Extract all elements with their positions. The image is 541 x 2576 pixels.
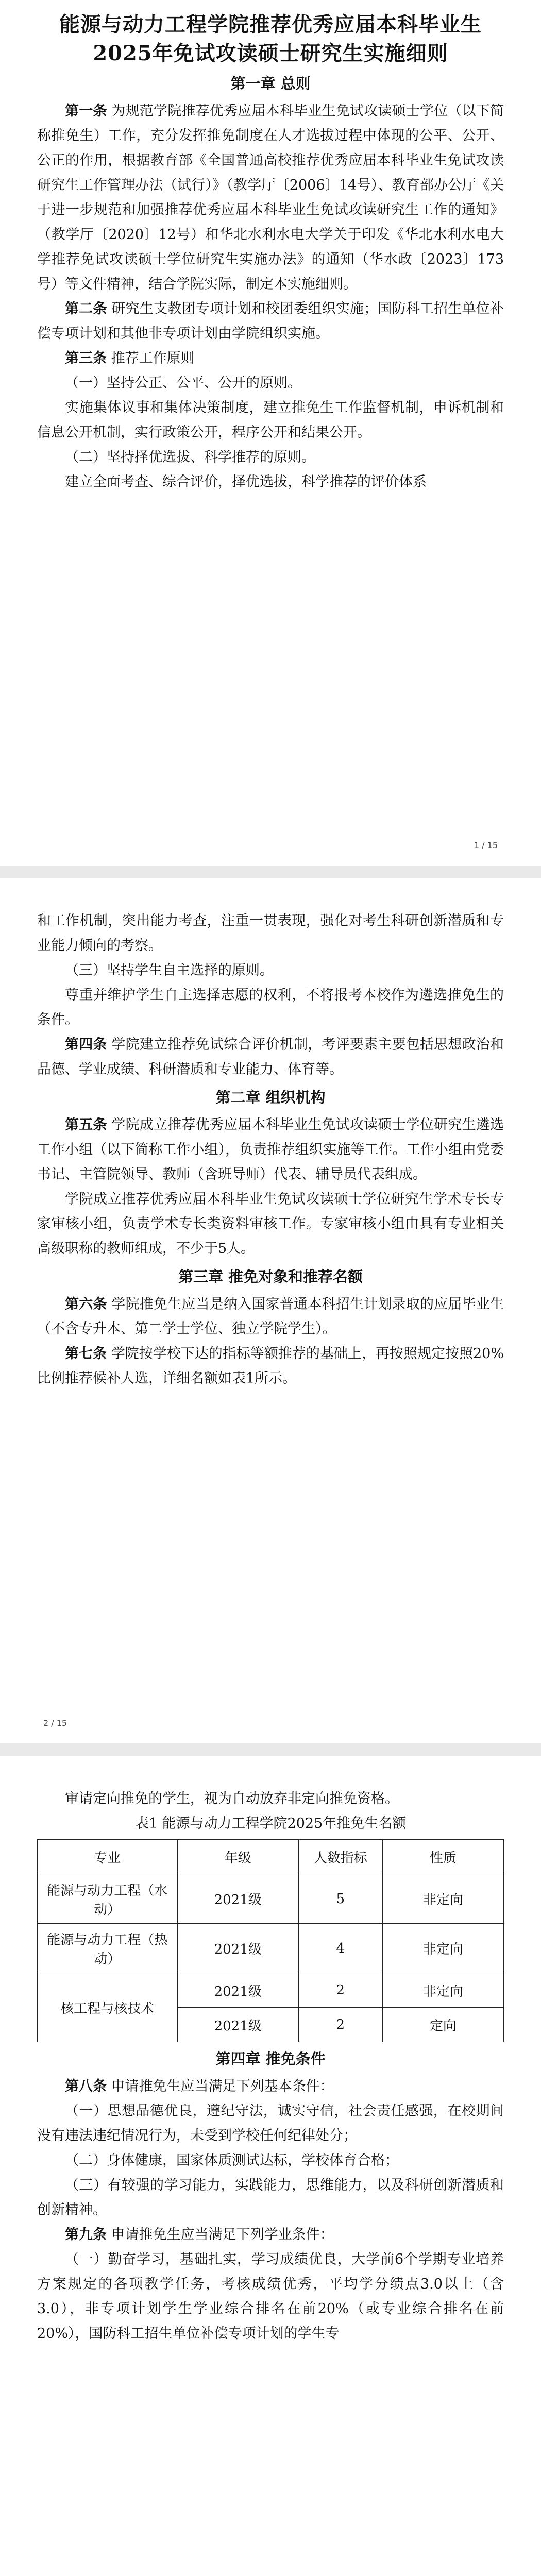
article-3: [37, 346, 504, 371]
article-3-item-2-detail: 建立全面考查、综合评价，择优选拔，科学推荐的评价体系: [65, 474, 427, 490]
document-page-3: [0, 1756, 541, 2576]
article-label: 第二条: [65, 301, 107, 317]
table-header-cell: 专业: [38, 1840, 178, 1874]
table-cell-count: 5: [298, 1874, 382, 1924]
table-header-cell: 年级: [177, 1840, 298, 1874]
table-caption: 表1 能源与动力工程学院2025年推免生名额: [134, 1816, 407, 1832]
article-4: [37, 1032, 504, 1082]
article-label: 第一条: [65, 103, 107, 119]
page-number: 2 / 15: [43, 1718, 67, 1728]
article-8-item-2: （二）身体健康，国家体质测试达标，学校体育合格；: [65, 2153, 399, 2168]
chapter-1-heading: 第一章 总则: [230, 75, 311, 92]
table-cell-grade: 2021级: [177, 1924, 298, 1973]
document-page-2: [0, 878, 541, 1743]
table-cell-nature: 非定向: [382, 1924, 503, 1973]
quota-table: [37, 1839, 504, 2042]
table-cell-count: 4: [298, 1924, 382, 1973]
continued-text: 和工作机制，突出能力考查，注重一贯表现，强化对考生科研创新潜质和专业能力倾向的考察。: [37, 913, 504, 954]
table-cell-major: 能源与动力工程（热动）: [38, 1924, 178, 1973]
article-3-item-3: （三）坚持学生自主选择的原则。: [65, 962, 274, 978]
article-8: [37, 2074, 504, 2099]
article-5-detail: 学院成立推荐优秀应届本科毕业生免试攻读硕士学位研究生学术专长专家审核小组，负责学术专长类资料审核工作。专家审核小组由具有专业相关高级职称的教师组成，不少于5人。: [37, 1191, 504, 1257]
chapter-3-heading: 第三章 推免对象和推荐名额: [178, 1268, 363, 1285]
article-label: 第七条: [65, 1346, 107, 1362]
table-cell-major: 核工程与核技术: [38, 1973, 178, 2042]
table-cell-count: 2: [298, 2008, 382, 2042]
document-page-1: [0, 0, 541, 866]
article-text: 学院建立推荐免试综合评价机制，考评要素主要包括思想政治和品德、学业成绩、科研潜质和专业能力、体育等。: [37, 1037, 504, 1077]
table-cell-nature: 非定向: [382, 1973, 503, 2008]
chapter-2-heading: 第二章 组织机构: [215, 1089, 326, 1106]
continued-text: 审请定向推免的学生，视为自动放弃非定向推免资格。: [65, 1791, 399, 1807]
article-text: 推荐工作原则: [111, 350, 195, 366]
table-header-row: [38, 1840, 504, 1874]
article-text: 学院成立推荐优秀应届本科毕业生免试攻读硕士学位研究生遴选工作小组（以下简称工作小组），负责推荐组织实施等工作。工作小组由党委书记、主管院领导、教师（含班导师）代表、辅导员代表组成。: [37, 1117, 504, 1182]
table-header-cell: 人数指标: [298, 1840, 382, 1874]
article-label: 第八条: [65, 2078, 107, 2094]
article-text: 研究生支教团专项计划和校团委组织实施；国防科工招生单位补偿专项计划和其他非专项计划由学院组织实施。: [37, 301, 504, 342]
document-title-line2: 2025年免试攻读硕士研究生实施细则: [93, 41, 448, 65]
article-label: 第九条: [65, 2227, 107, 2243]
table-cell-nature: 非定向: [382, 1874, 503, 1924]
article-label: 第三条: [65, 350, 107, 366]
article-3-item-1: （一）坚持公正、公平、公开的原则。: [65, 375, 301, 391]
page-content: [37, 10, 504, 495]
article-8-item-3: （三）有较强的学习能力，实践能力，思维能力，以及科研创新潜质和创新精神。: [37, 2177, 504, 2218]
article-7: [37, 1342, 504, 1391]
article-9: [37, 2223, 504, 2247]
table-cell-major: 能源与动力工程（水动）: [38, 1874, 178, 1924]
article-text: 学院推免生应当是纳入国家普通本科招生计划录取的应届毕业生（不含专升本、第二学士学位、独立学院学生）。: [37, 1296, 504, 1337]
article-label: 第六条: [65, 1296, 107, 1312]
article-6: [37, 1292, 504, 1342]
page-content: [37, 1787, 504, 2346]
table-cell-grade: 2021级: [177, 2008, 298, 2042]
article-1: [37, 99, 504, 297]
article-3-item-2: （二）坚持择优选拔、科学推荐的原则。: [65, 449, 315, 465]
table-cell-count: 2: [298, 1973, 382, 2008]
document-title-line1: 能源与动力工程学院推荐优秀应届本科毕业生: [59, 12, 482, 37]
page-number: 1 / 15: [474, 840, 498, 850]
chapter-4-heading: 第四章 推免条件: [215, 2050, 326, 2067]
article-8-item-1: （一）思想品德优良，遵纪守法，诚实守信，社会责任感强，在校期间没有违法违纪情况行为，未受到学校任何纪律处分；: [37, 2103, 504, 2144]
table-cell-grade: 2021级: [177, 1973, 298, 2008]
article-text: 学院按学校下达的指标等额推荐的基础上，再按照规定按照20%比例推荐候补人选，详细名额如表1所示。: [37, 1346, 504, 1386]
table-row: [38, 1874, 504, 1924]
article-text: 申请推免生应当满足下列学业条件：: [111, 2227, 334, 2243]
table-row: [38, 1973, 504, 2008]
article-3-item-3-detail: 尊重并维护学生自主选择志愿的权利，不将报考本校作为遴选推免生的条件。: [37, 987, 504, 1028]
article-3-item-1-detail: 实施集体议事和集体决策制度，建立推免生工作监督机制，申诉机制和信息公开机制，实行政策公开，程序公开和结果公开。: [37, 400, 504, 440]
table-cell-grade: 2021级: [177, 1874, 298, 1924]
table-row: [38, 1924, 504, 1973]
article-label: 第五条: [65, 1117, 107, 1133]
article-9-item-1: （一）勤奋学习，基础扎实，学习成绩优良，大学前6个学期专业培养方案规定的各项教学任务，考核成绩优秀，平均学分绩点3.0以上（含3.0），非专项计划学生学业综合排名在前20%（或专业综合排名在前20%），国防科工招生单位补偿专项计划的学生专: [37, 2251, 504, 2342]
article-text: 申请推免生应当满足下列基本条件：: [111, 2078, 334, 2094]
article-text: 为规范学院推荐优秀应届本科毕业生免试攻读硕士学位（以下简称推免生）工作，充分发挥推免制度在人才选拔过程中体现的公平、公开、公正的作用，根据教育部《全国普通高校推荐优秀应届本科毕业生免试攻读研究生工作管理办法（试行）》（教学厅〔2006〕14号）、教育部办公厅《关于进一步规范和加强推荐优秀应届本科毕业生免试攻读研究生工作的通知》（教学厅〔2020〕12号）和华北水利水电大学关于印发《华北水利水电大学推荐免试攻读硕士学位研究生实施办法》的通知（华水政〔2023〕173号）等文件精神，结合学院实际，制定本实施细则。: [37, 103, 504, 292]
table-cell-nature: 定向: [382, 2008, 503, 2042]
article-5: [37, 1113, 504, 1187]
page-content: [37, 909, 504, 1391]
article-2: [37, 297, 504, 346]
article-label: 第四条: [65, 1037, 107, 1053]
table-header-cell: 性质: [382, 1840, 503, 1874]
